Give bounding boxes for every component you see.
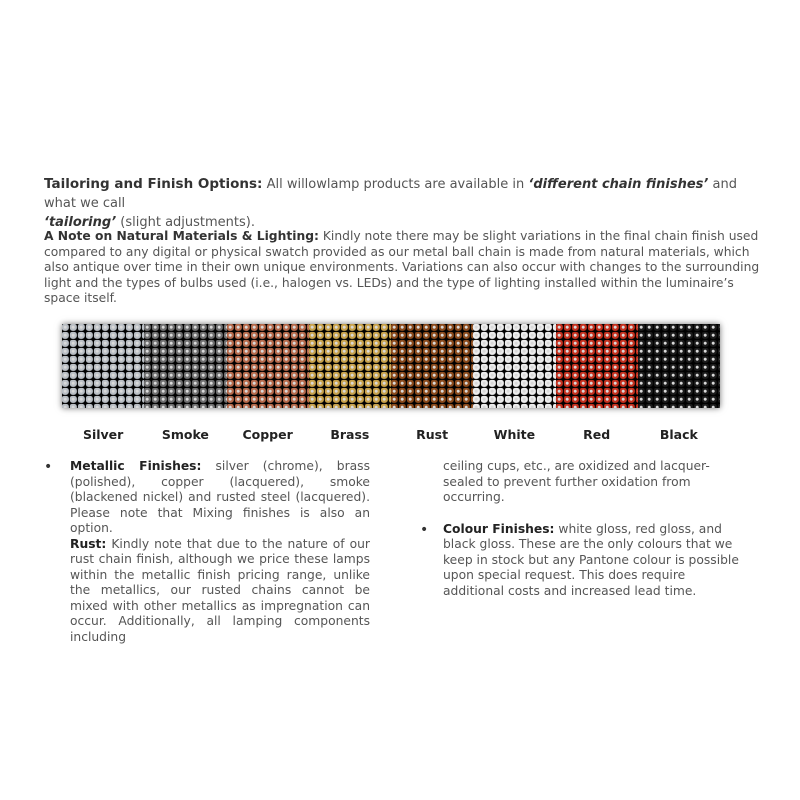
tailoring-emphasis-2: ‘tailoring’	[44, 215, 117, 230]
natural-materials-note	[44, 229, 768, 307]
metallic-title: Metallic Finishes:	[70, 459, 202, 473]
note-body: Kindly note there may be slight variations in the final chain finish used compared to any digital or physical swatch provided as our metal ball chain is made from natural materials, which also antique over time in their own unique environments. Variations can also occur with changes to the surrounding light and the types of bulbs used (i.e., halogen vs. LEDs) and the type of lighting installed within the luminaire’s space itself.	[44, 229, 760, 305]
swatch-label-white: White	[493, 427, 536, 442]
bullet-icon: •	[44, 459, 53, 475]
tailoring-heading	[44, 175, 764, 232]
bullet-icon: •	[420, 521, 429, 538]
note-title: A Note on Natural Materials & Lighting:	[44, 229, 319, 243]
right-column	[420, 459, 743, 599]
swatch-red	[556, 324, 638, 408]
rust-body: Kindly note that due to the nature of our rust chain finish, although we price these lamps within the metallic finish pricing range, unlike the metallics, our rusted chains cannot be mixed with other metallics as impregnation can occur. Additionally, all lamping components including	[70, 536, 370, 644]
metallic-body: silver (chrome), brass (polished), copper (lacquered), smoke (blackened nickel) and rusted steel (lacquered). Please note that Mixing finishes is also an option.	[70, 459, 370, 535]
swatch-label-red: Red	[583, 427, 611, 442]
swatch-label-copper: Copper	[242, 427, 293, 442]
rust-title: Rust:	[70, 536, 107, 551]
swatch-copper	[227, 324, 309, 408]
metallic-finishes-section	[70, 459, 370, 645]
tailoring-emphasis-1: ‘different chain finishes’	[528, 177, 709, 192]
swatch-white	[473, 324, 555, 408]
swatch-label-rust: Rust	[416, 427, 449, 442]
tailoring-text-2: and what we call	[44, 177, 737, 211]
colour-body: white gloss, red gloss, and black gloss. These are the only colours that we keep in stock but any Pantone colour is possible upon special request. This does require additional costs and increased lead time.	[443, 521, 739, 598]
chain-finish-swatches	[62, 324, 720, 408]
swatch-rust	[391, 324, 473, 408]
swatch-labels	[62, 427, 720, 443]
swatch-silver	[62, 324, 144, 408]
swatch-label-smoke: Smoke	[161, 427, 209, 442]
swatch-label-black: Black	[659, 427, 698, 442]
rust-continued: ceiling cups, etc., are oxidized and lacquer-sealed to prevent further oxidation from occurring.	[443, 459, 710, 504]
tailoring-title: Tailoring and Finish Options:	[44, 176, 263, 192]
swatch-label-silver: Silver	[82, 427, 124, 442]
colour-title: Colour Finishes:	[443, 521, 555, 536]
tailoring-text-3: (slight adjustments).	[120, 215, 255, 230]
tailoring-text-1: All willowlamp products are available in	[266, 177, 525, 192]
swatch-black	[638, 324, 720, 408]
swatch-label-brass: Brass	[330, 427, 370, 442]
swatch-brass	[309, 324, 391, 408]
swatch-smoke	[144, 324, 226, 408]
